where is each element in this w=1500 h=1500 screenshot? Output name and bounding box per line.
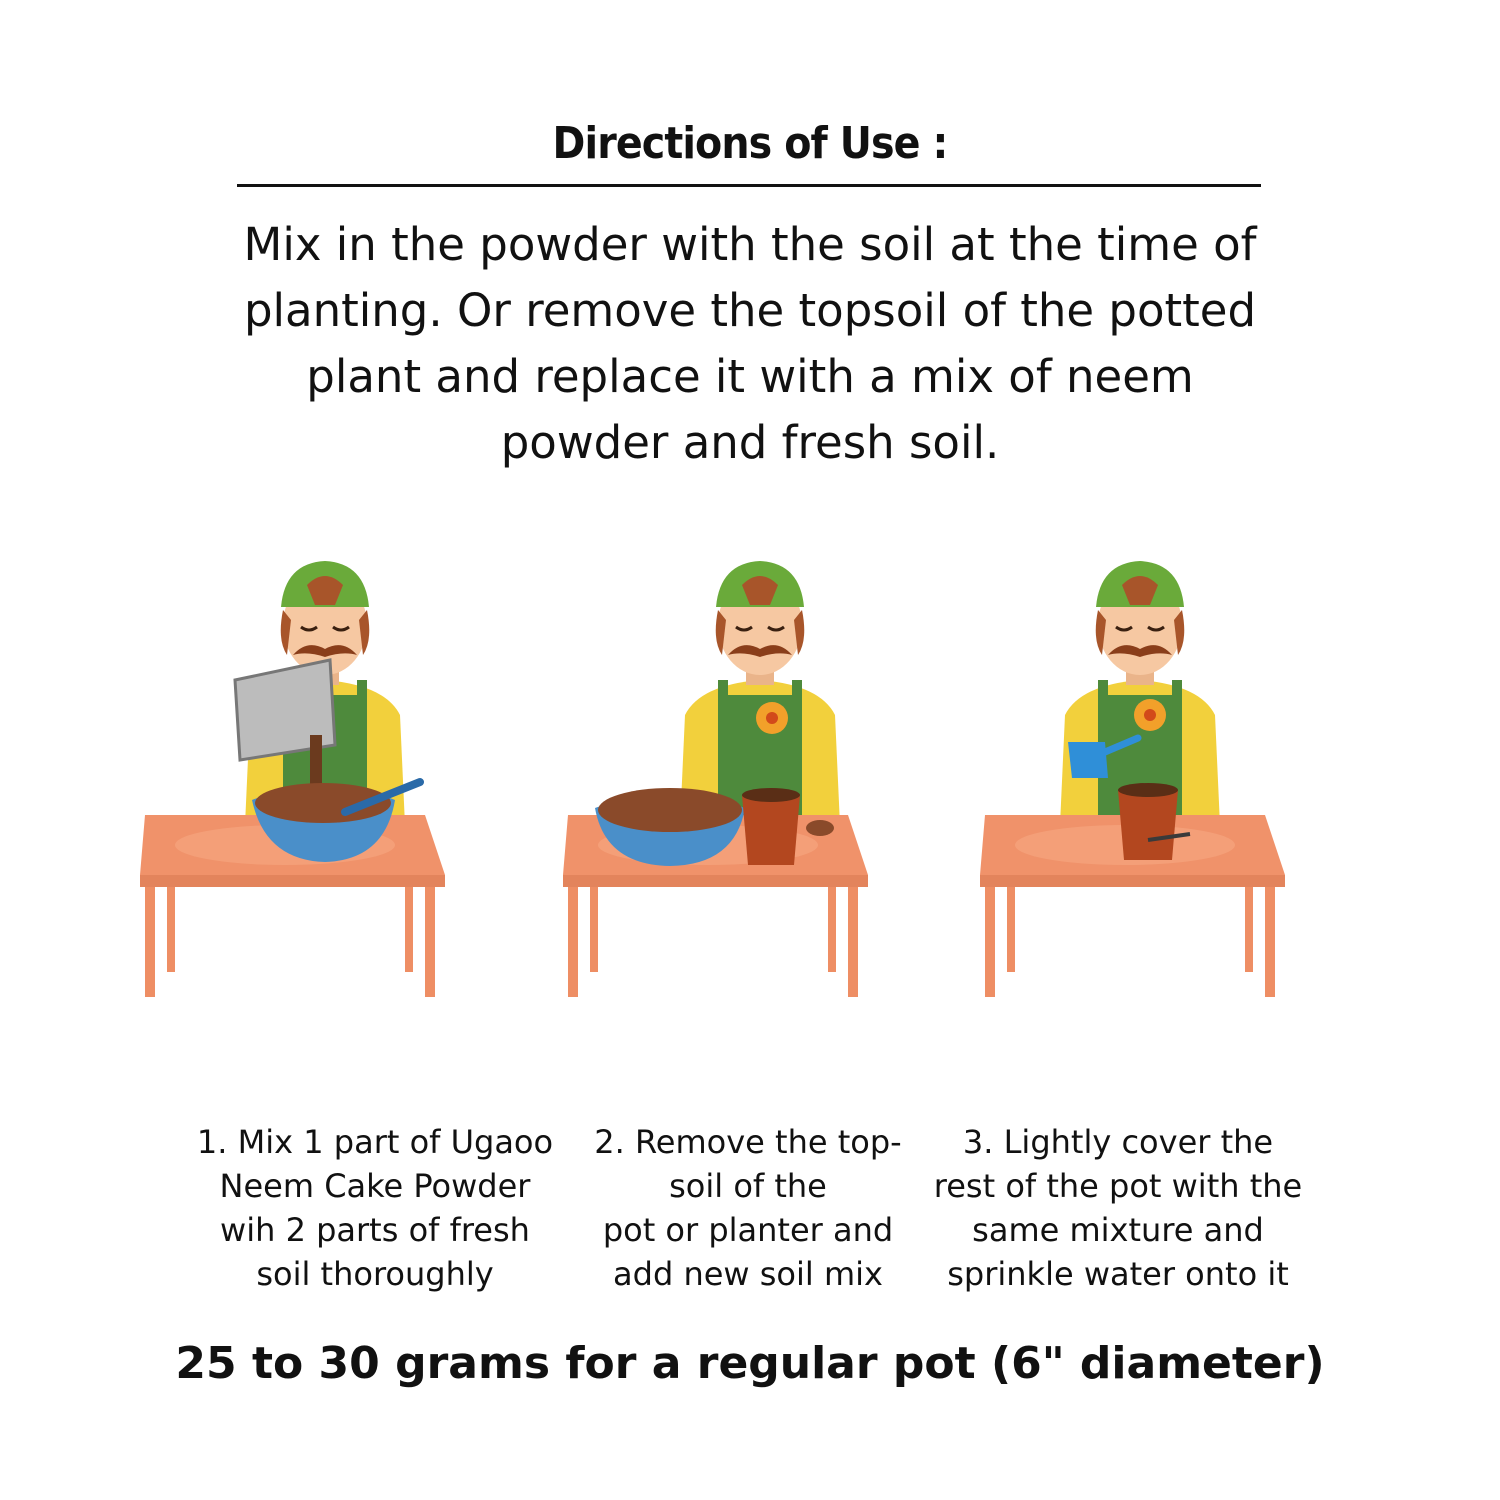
step-1-line: 1. Mix 1 part of Ugaoo xyxy=(196,1123,554,1161)
intro-line: powder and fresh soil. xyxy=(500,416,1000,469)
intro-line: planting. Or remove the topsoil of the potted xyxy=(243,284,1257,337)
step-3-caption xyxy=(928,1120,1308,1296)
step-2-line: pot or planter and xyxy=(602,1211,894,1249)
scene-1-illustration xyxy=(140,561,445,997)
page-title: Directions of Use : xyxy=(552,118,948,169)
step-1-caption xyxy=(185,1120,565,1296)
step-1-line: wih 2 parts of fresh xyxy=(220,1211,530,1249)
step-1-line: soil thoroughly xyxy=(256,1255,494,1293)
scene-2-illustration xyxy=(563,561,868,997)
step-2-line: add new soil mix xyxy=(613,1255,883,1293)
step-3-line: sprinkle water onto it xyxy=(947,1255,1289,1293)
step-3-line: same mixture and xyxy=(972,1211,1264,1249)
step-1-line: Neem Cake Powder xyxy=(219,1167,531,1205)
dosage-note: 25 to 30 grams for a regular pot (6" diameter) xyxy=(175,1338,1325,1389)
scene-3-illustration xyxy=(980,561,1285,997)
step-2-caption xyxy=(558,1120,938,1296)
step-3-line: rest of the pot with the xyxy=(933,1167,1303,1205)
step-2-line: 2. Remove the top- xyxy=(594,1123,902,1161)
intro-line: plant and replace it with a mix of neem xyxy=(306,350,1194,403)
intro-line: Mix in the powder with the soil at the time of xyxy=(243,218,1257,271)
step-3-line: 3. Lightly cover the xyxy=(962,1123,1274,1161)
step-2-line: soil of the xyxy=(669,1167,827,1205)
